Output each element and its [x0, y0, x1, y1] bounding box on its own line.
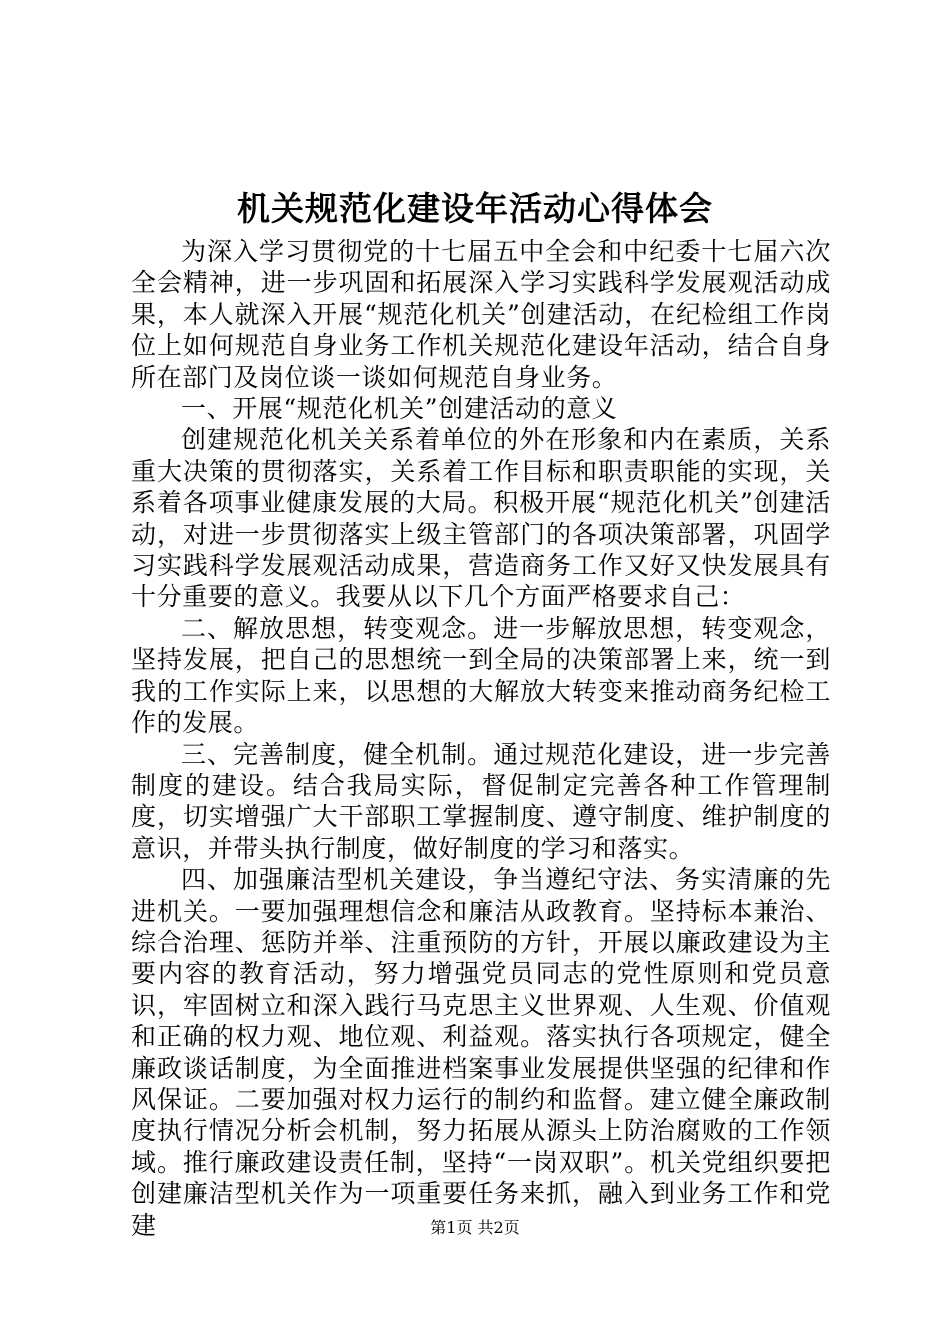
paragraph-section-2: 二、解放思想，转变观念。进一步解放思想，转变观念，坚持发展，把自己的思想统一到全局的决策部署上来，统一到我的工作实际上来，以思想的大解放大转变来推动商务纪检工作的发展。	[131, 613, 831, 738]
paragraph-section-3: 三、完善制度，健全机制。通过规范化建设，进一步完善制度的建设。结合我局实际，督促制定完善各种工作管理制度，切实增强广大干部职工掌握制度、遵守制度、维护制度的意识，并带头执行制度，做好制度的学习和落实。	[131, 739, 831, 863]
page-footer: 第1页 共2页	[430, 1218, 520, 1237]
paragraph-significance: 创建规范化机关关系着单位的外在形象和内在素质，关系重大决策的贯彻落实，关系着工作目标和职责职能的实现，关系着各项事业健康发展的大局。积极开展“规范化机关”创建活动，对进一步贯彻落实上级主管部门的各项决策部署，巩固学习实践科学发展观活动成果，营造商务工作又好又快发展具有十分重要的意义。我要从以下几个方面严格要求自己：	[131, 425, 831, 612]
paragraph-section-4: 四、加强廉洁型机关建设，争当遵纪守法、务实清廉的先进机关。一要加强理想信念和廉洁从政教育。坚持标本兼治、综合治理、惩防并举、注重预防的方针，开展以廉政建设为主要内容的教育活动，努力增强党员同志的党性原则和党员意识，牢固树立和深入践行马克思主义世界观、人生观、价值观和正确的权力观、地位观、利益观。落实执行各项规定，健全廉政谈话制度，为全面推进档案事业发展提供坚强的纪律和作风保证。二要加强对权力运行的制约和监督。建立健全廉政制度执行情况分析会机制，努力拓展从源头上防治腐败的工作领域。推行廉政建设责任制，坚持“一岗双职”。机关党组织要把创建廉洁型机关作为一项重要任务来抓，融入到业务工作和党建	[131, 865, 831, 1240]
document-body	[131, 236, 831, 1241]
paragraph-intro: 为深入学习贯彻党的十七届五中全会和中纪委十七届六次全会精神，进一步巩固和拓展深入学习实践科学发展观活动成果，本人就深入开展“规范化机关”创建活动，在纪检组工作岗位上如何规范自身业务工作机关规范化建设年活动，结合自身所在部门及岗位谈一谈如何规范自身业务。	[131, 237, 831, 392]
section-heading-1: 一、开展“规范化机关”创建活动的意义	[181, 394, 618, 424]
document-title: 机关规范化建设年活动心得体会	[237, 189, 713, 228]
